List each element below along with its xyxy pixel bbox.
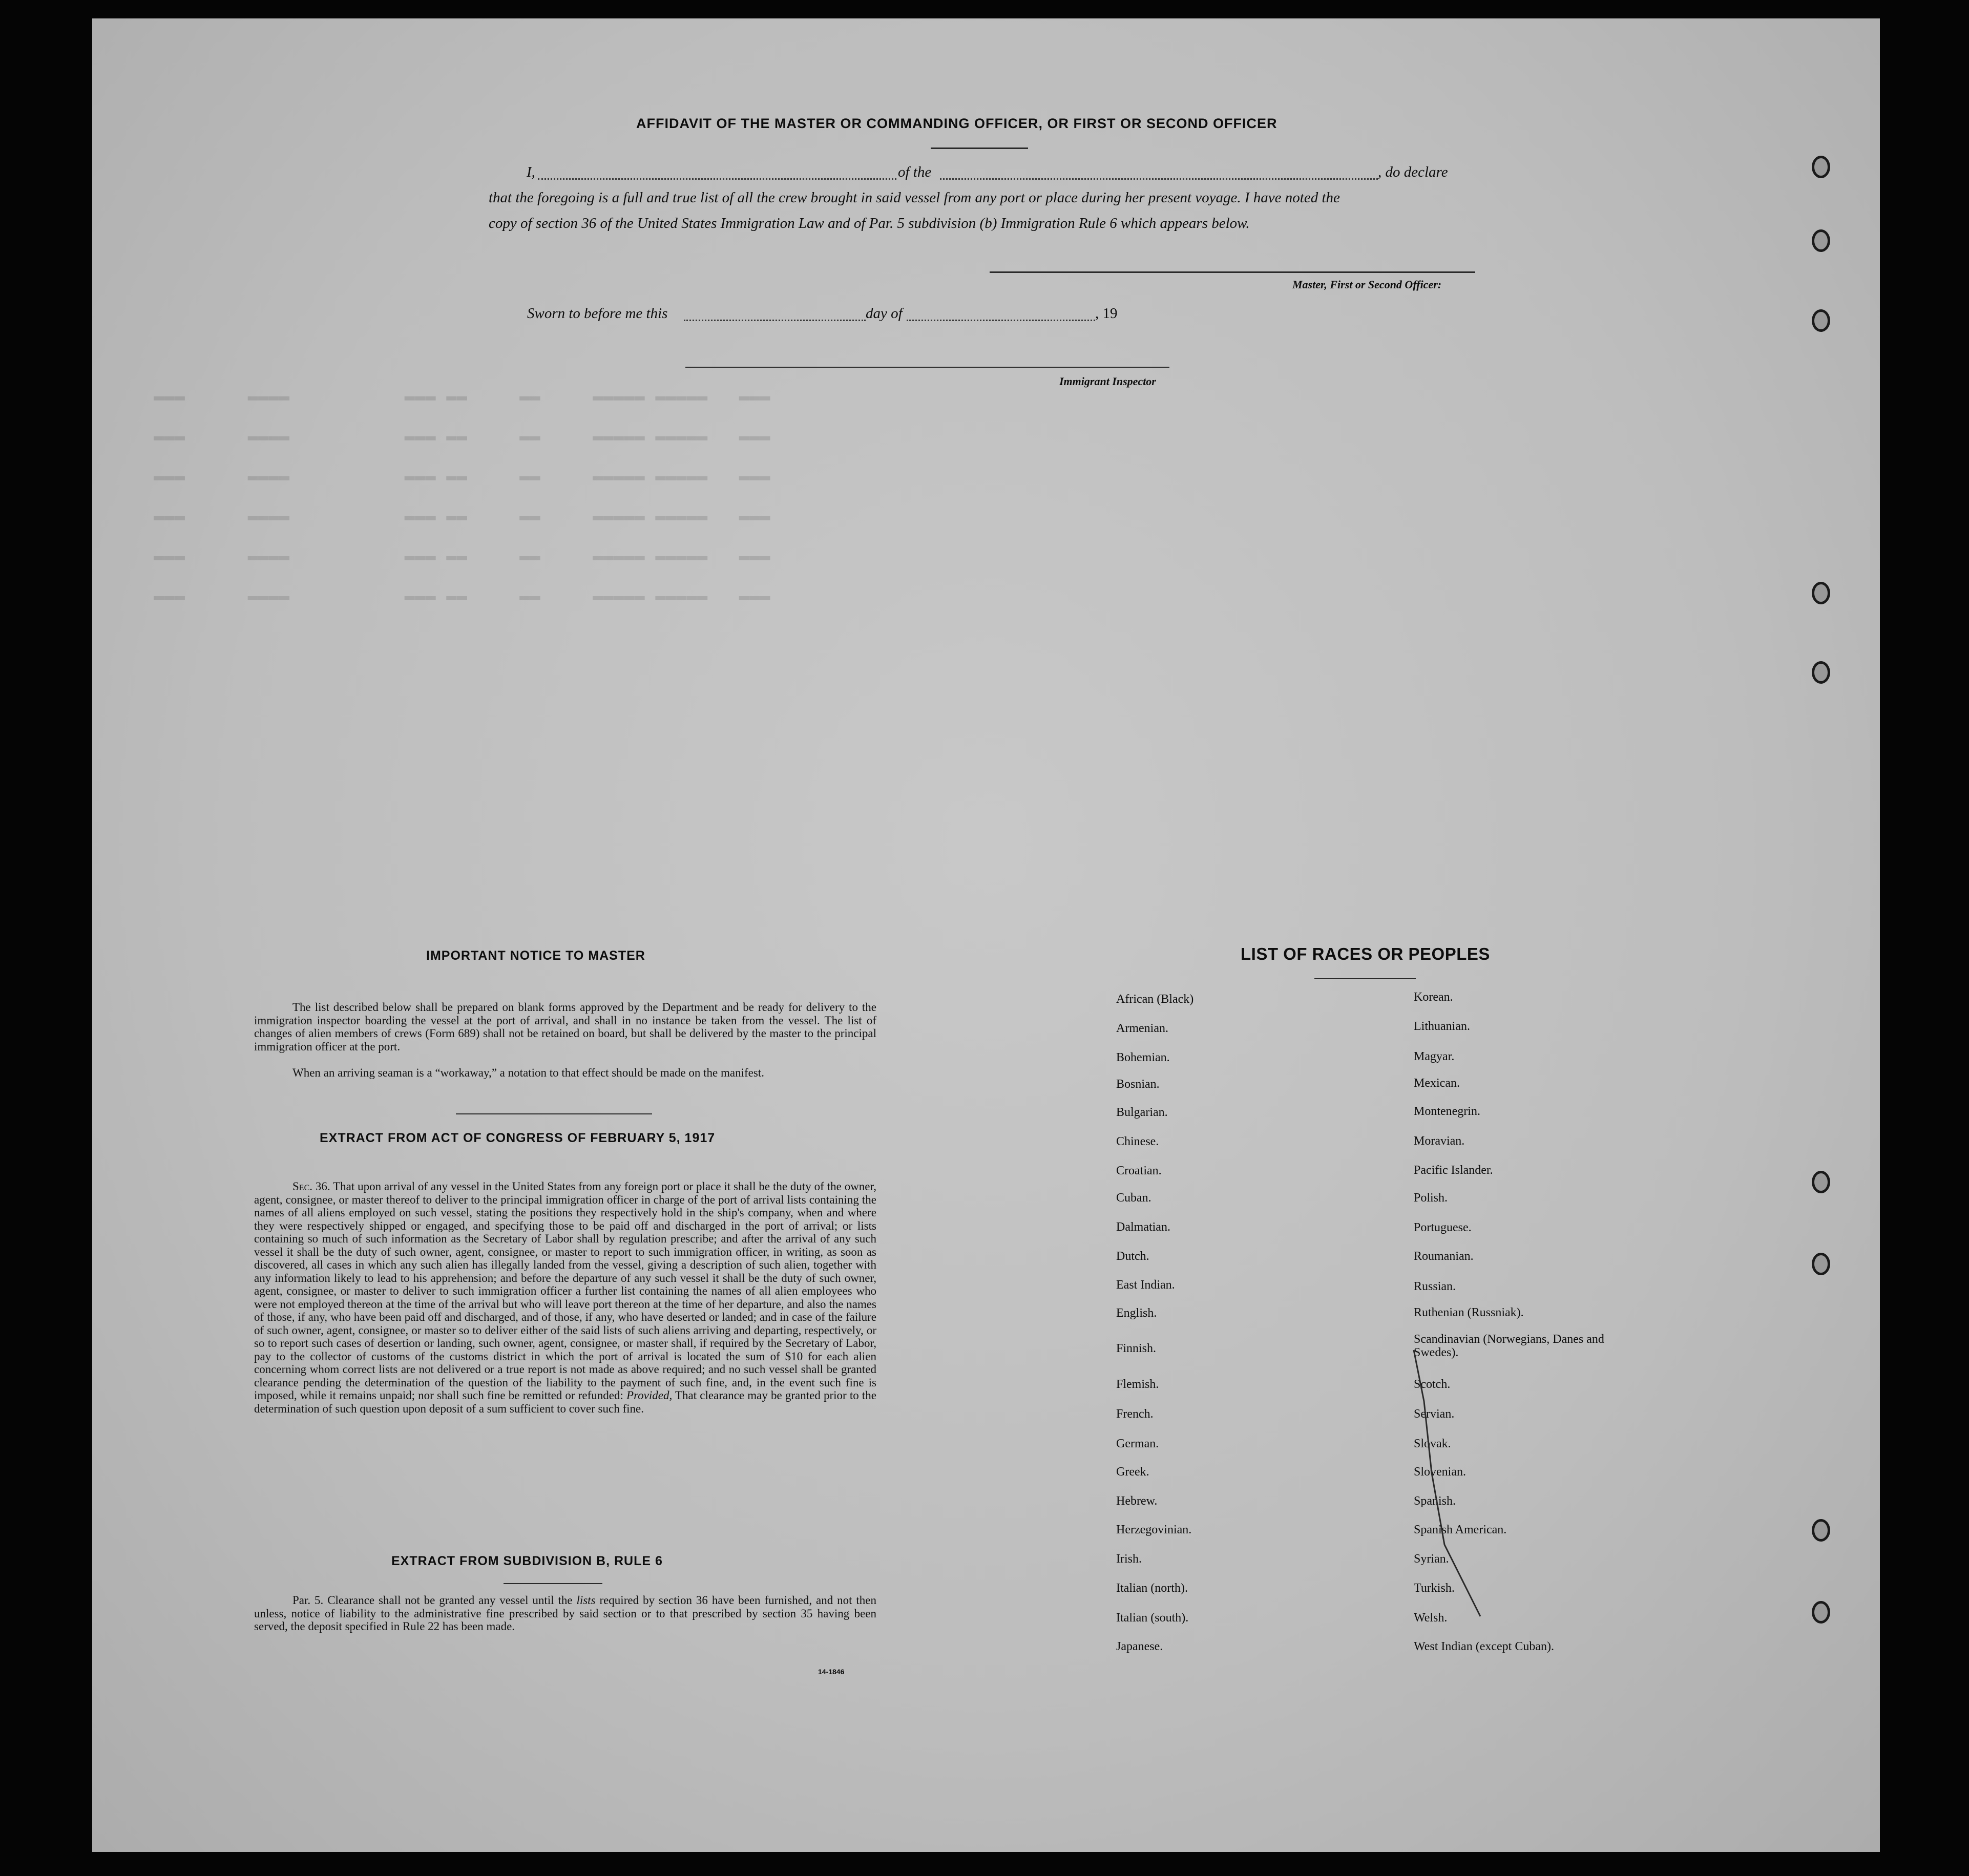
binder-hole-icon: [1812, 1519, 1830, 1542]
race-item: Hebrew.: [1116, 1494, 1158, 1508]
extract-rule-title: EXTRACT FROM SUBDIVISION B, RULE 6: [391, 1554, 663, 1568]
provided-label: Provided,: [626, 1389, 673, 1402]
race-item: Croatian.: [1116, 1164, 1162, 1177]
race-item: Bohemian.: [1116, 1051, 1170, 1064]
form-number: 14-1846: [818, 1668, 845, 1676]
race-item: Bulgarian.: [1116, 1106, 1168, 1119]
race-item: Servian.: [1414, 1407, 1455, 1421]
binder-hole-icon: [1812, 661, 1830, 684]
race-item: Dalmatian.: [1116, 1220, 1170, 1234]
races-title: LIST OF RACES OR PEOPLES: [1241, 944, 1490, 963]
affidavit-title: AFFIDAVIT OF THE MASTER OR COMMANDING OFFICER, OR FIRST OR SECOND OFFICER: [636, 116, 1277, 131]
rule-text-b: required by section 36 have been furnished, and not then unless, notice of liability to the administrative fine prescribed by said section or to that prescribed by section 35 having been served, the deposit specified in Rule 22 has been made.: [254, 1594, 876, 1633]
extract-act-title: EXTRACT FROM ACT OF CONGRESS OF FEBRUARY 5, 1917: [320, 1131, 716, 1145]
pencil-mark: [1404, 1340, 1496, 1627]
race-item: Greek.: [1116, 1465, 1149, 1479]
race-item: Montenegrin.: [1414, 1105, 1480, 1118]
race-item: German.: [1116, 1437, 1159, 1450]
binder-hole-icon: [1812, 1601, 1830, 1624]
sec-label: Sec. 36.: [292, 1180, 330, 1193]
race-item: Portuguese.: [1414, 1221, 1472, 1234]
race-item: Chinese.: [1116, 1135, 1159, 1148]
year-label: , 19: [1095, 305, 1118, 322]
race-item: Polish.: [1414, 1191, 1448, 1205]
affidavit-line-2: that the foregoing is a full and true list of all the crew brought in said vessel from any port or place during her present voyage. I have noted the: [489, 189, 1340, 206]
race-item: Flemish.: [1116, 1378, 1159, 1391]
race-item: Ruthenian (Russniak).: [1414, 1306, 1524, 1319]
race-item: Pacific Islander.: [1414, 1164, 1493, 1177]
sworn-month-field[interactable]: [907, 320, 1095, 321]
master-signature-line[interactable]: [990, 271, 1475, 273]
binder-hole-icon: [1812, 582, 1830, 604]
race-item: Slovak.: [1414, 1437, 1451, 1450]
race-item: African (Black): [1116, 993, 1194, 1006]
race-item: Irish.: [1116, 1552, 1142, 1566]
race-item: English.: [1116, 1306, 1157, 1320]
inspector-signature-line[interactable]: [685, 367, 1169, 368]
sec-body-end: That clearance may be granted prior to the determination of such question upon deposit of a sum sufficient to cover such fine.: [254, 1389, 877, 1415]
binder-hole-icon: [1812, 309, 1830, 332]
race-item: Italian (south).: [1116, 1611, 1189, 1625]
race-item: Russian.: [1414, 1280, 1456, 1293]
extract-act-body: [254, 1180, 876, 1415]
rule-text-a: Par. 5. Clearance shall not be granted any vessel until the: [292, 1594, 573, 1607]
race-item: Scandinavian (Norwegians, Danes and Swedes).: [1414, 1333, 1604, 1359]
notice-title: IMPORTANT NOTICE TO MASTER: [426, 948, 645, 963]
vessel-name-field[interactable]: [940, 178, 1378, 180]
notice-rule: [456, 1113, 652, 1114]
binder-hole-icon: [1812, 229, 1830, 252]
declarant-label: I,: [527, 164, 535, 180]
race-item: Magyar.: [1414, 1050, 1455, 1063]
race-item: Moravian.: [1414, 1134, 1465, 1148]
day-of-label: day of: [866, 305, 903, 322]
extract-rule-body: [254, 1594, 876, 1633]
race-item: Cuban.: [1116, 1191, 1151, 1205]
sworn-day-field[interactable]: [684, 320, 866, 321]
sworn-label: Sworn to before me this: [527, 305, 668, 322]
of-the-label: of the: [898, 164, 932, 180]
races-title-rule: [1314, 978, 1416, 979]
race-item: Lithuanian.: [1414, 1020, 1470, 1033]
extract-rule-underline: [504, 1583, 602, 1584]
race-item: Welsh.: [1414, 1611, 1448, 1625]
race-item: Mexican.: [1414, 1077, 1460, 1090]
sec-body: That upon arrival of any vessel in the United States from any foreign port or place it shall be the duty of the owner, agent, consignee, or master thereof to deliver to the principal immigration officer in charge of the port of arrival lists containing the names of all aliens employed on such vessel, stating the positions they respectively hold in the ship's company, when and where they were respectively shipped or engaged, and specifying those to be paid off and discharged in the port of arrival; or lists containing so much of such information as the Secretary of Labor shall by regulation prescribe; and after the arrival of any such vessel it shall be the duty of such owner, agent, consignee, or master to report to such immigration officer, in writing, as soon as discovered, all cases in which any such alien has illegally landed from the vessel, giving a description of such alien, together with any information likely to lead to his apprehension; and before the departure of any such vessel it shall be the duty of such owner, agent, consignee, or master to deliver to such immigration officer a further list containing the names of all alien employees who were not employed thereon at the time of the arrival but who will leave port thereon at the time of her departure, and also the names of those, if any, who have been paid off and discharged, and of those, if any, who have deserted or landed; and in case of the failure of such owner, agent, consignee, or master so to deliver either of the said lists of such aliens arriving and departing, respectively, or so to report such cases of desertion or landing, such owner, agent, consignee, or master shall, if required by the Secretary of Labor, pay to the collector of customs of the customs district in which the port of arrival is located the sum of $10 for each alien concerning whom correct lists are not delivered or a true report is not made as above required; and no such vessel shall be granted clearance pending the determination of the question of the liability to the payment of such fine, and, in the event such fine is imposed, while it remains unpaid; nor shall such fine be remitted or refunded:: [254, 1180, 876, 1402]
race-item: Finnish.: [1116, 1342, 1157, 1355]
race-item: Japanese.: [1116, 1640, 1163, 1653]
race-item: East Indian.: [1116, 1278, 1175, 1292]
race-item: Spanish.: [1414, 1494, 1456, 1508]
race-item: West Indian (except Cuban).: [1414, 1640, 1554, 1653]
binder-hole-icon: [1812, 156, 1830, 178]
master-signature-label: Master, First or Second Officer:: [1292, 278, 1442, 291]
do-declare-label: , do declare: [1378, 164, 1448, 180]
bleed-through: ▬▬▬ ▬▬▬▬ ▬▬▬ ▬▬ ▬▬ ▬▬▬▬▬ ▬▬▬▬▬ ▬▬▬ ▬▬▬ ▬▬▬▬ ▬▬▬ ▬▬ ▬▬ ▬▬▬▬▬ ▬▬▬▬▬ ▬▬▬ ▬▬▬ ▬▬▬▬ ▬▬▬ ▬▬ ▬▬ ▬▬▬▬▬ ▬▬▬▬▬ ▬▬▬ ▬▬▬ ▬▬▬▬ ▬▬▬ ▬▬ ▬▬ ▬▬▬▬▬ ▬▬▬▬▬ ▬▬▬ ▬▬▬ ▬▬▬▬ ▬▬▬ ▬▬ ▬▬ ▬▬▬▬▬ ▬▬▬▬▬ ▬▬▬ ▬▬▬ ▬▬▬▬ ▬▬▬ ▬▬ ▬▬ ▬▬▬▬▬ ▬▬▬▬▬ ▬▬▬: [154, 387, 770, 606]
notice-paragraph-2: When an arriving seaman is a “workaway,” a notation to that effect should be made on the manifest.: [292, 1066, 764, 1079]
declarant-name-field[interactable]: [538, 178, 896, 180]
race-item: Syrian.: [1414, 1552, 1449, 1566]
race-item: French.: [1116, 1407, 1154, 1421]
race-item: Herzegovinian.: [1116, 1523, 1192, 1536]
race-item: Spanish American.: [1414, 1523, 1507, 1536]
binder-hole-icon: [1812, 1171, 1830, 1193]
race-item: Italian (north).: [1116, 1582, 1188, 1595]
race-item: Dutch.: [1116, 1250, 1149, 1263]
race-item: Slovenian.: [1414, 1465, 1466, 1479]
race-item: Bosnian.: [1116, 1078, 1160, 1091]
race-item: Scotch.: [1414, 1378, 1451, 1391]
notice-paragraph-1: The list described below shall be prepared on blank forms approved by the Department and be ready for delivery to the immigration inspector boarding the vessel at the port of arrival, and shall in no instance be taken from the vessel. The list of changes of alien members of crews (Form 689) shall not be retained on board, but shall be delivered by the master to the principal immigration officer at the port.: [254, 1001, 876, 1053]
rule-lists-word: lists: [576, 1594, 596, 1607]
affidavit-line-3: copy of section 36 of the United States Immigration Law and of Par. 5 subdivision (b) Immigration Rule 6 which appears below.: [489, 215, 1250, 231]
race-item: Korean.: [1414, 990, 1453, 1004]
document-page: [92, 18, 1880, 1852]
race-item: Turkish.: [1414, 1582, 1455, 1595]
title-rule: [931, 147, 1028, 149]
binder-hole-icon: [1812, 1253, 1830, 1275]
race-item: Armenian.: [1116, 1022, 1168, 1035]
race-item: Roumanian.: [1414, 1250, 1474, 1263]
inspector-label: Immigrant Inspector: [1059, 375, 1156, 388]
